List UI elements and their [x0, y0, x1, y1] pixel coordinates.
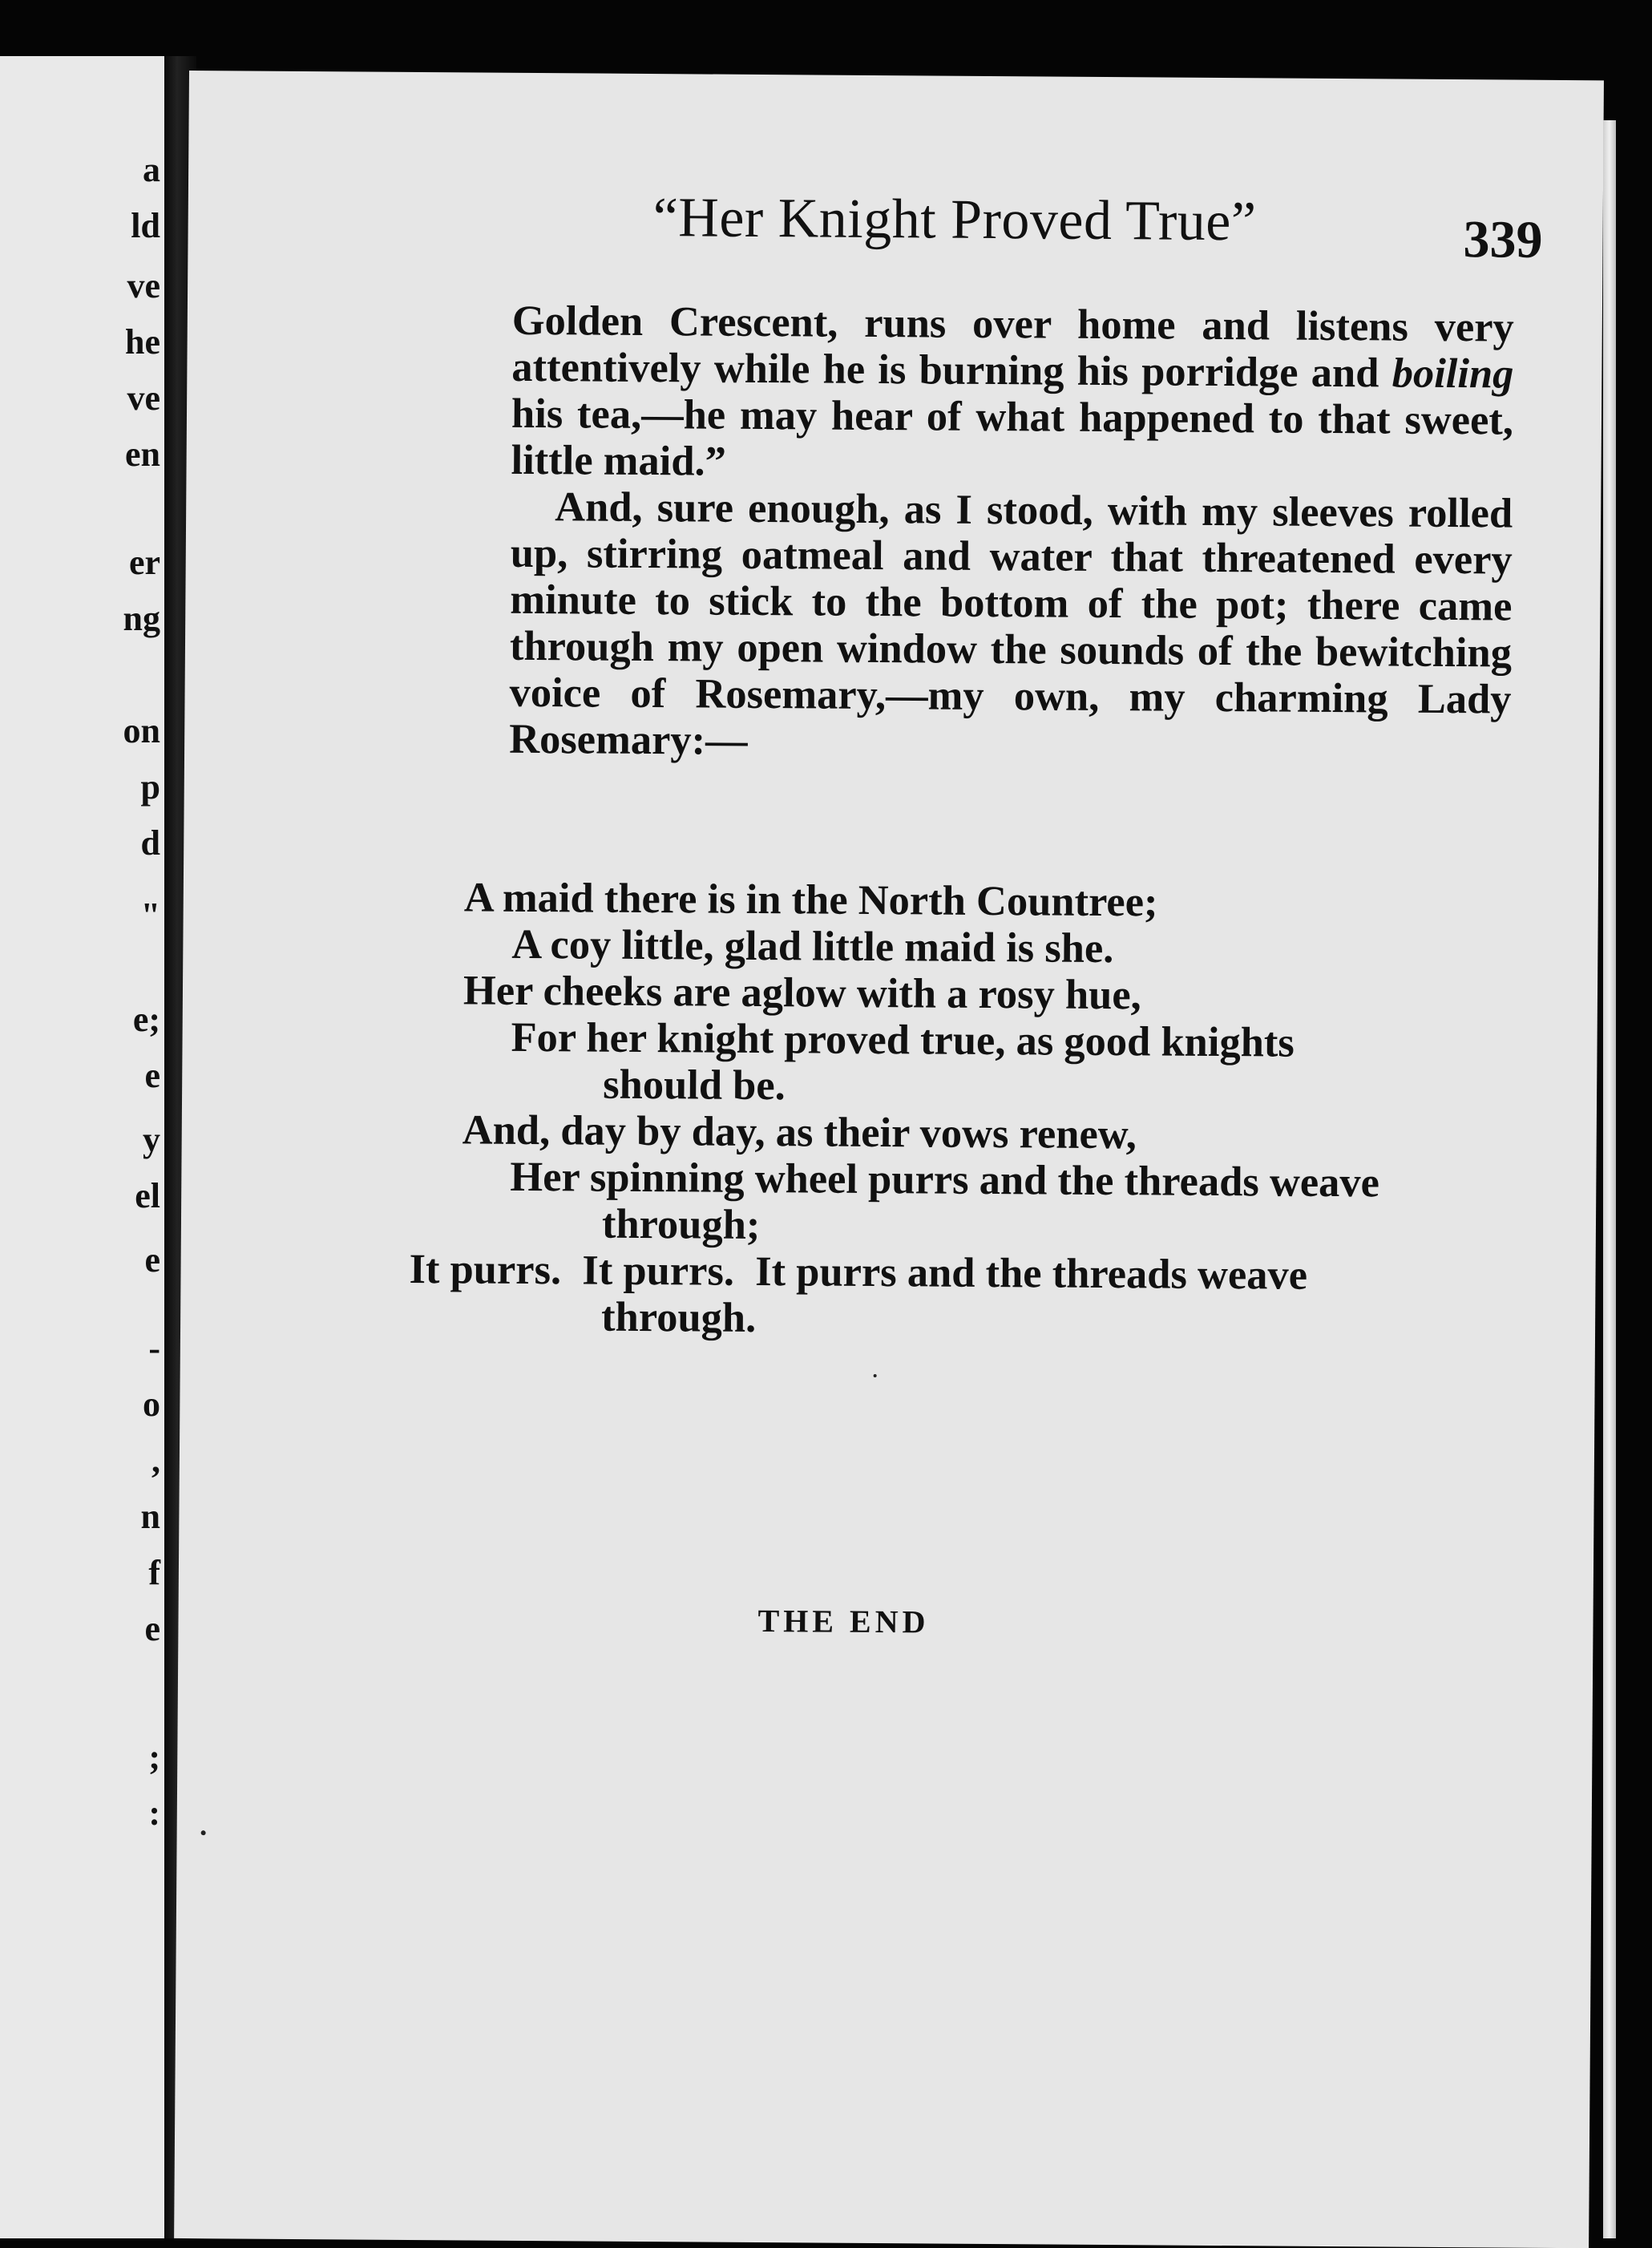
paragraph-text: his tea,—he may hear of what happened to that sweet, little maid.”	[511, 390, 1514, 485]
page-number: 339	[1463, 210, 1543, 269]
poem-line: through;	[601, 1200, 761, 1249]
facing-page-text-fragment: ,	[151, 1441, 160, 1480]
facing-page-text-fragment: d	[140, 823, 160, 863]
facing-page-fragment	[0, 56, 164, 2238]
poem-line: should be.	[602, 1061, 786, 1110]
page-edge	[1603, 120, 1616, 2238]
poem-line: For her knight proved true, as good knights	[511, 1013, 1295, 1066]
poem-line: It purrs. It purrs. It purrs and the threads weave	[409, 1245, 1308, 1299]
facing-page-text-fragment: y	[143, 1120, 160, 1159]
the-end: THE END	[757, 1603, 930, 1640]
poem-line: A coy little, glad little maid is she.	[511, 920, 1114, 972]
page-header	[652, 186, 1543, 281]
poem-line: Her cheeks are aglow with a rosy hue,	[462, 967, 1141, 1019]
facing-page-text-fragment: e	[144, 1056, 160, 1095]
facing-page-text-fragment: e	[144, 1609, 160, 1648]
facing-page-text-fragment: :	[148, 1793, 160, 1833]
facing-page-text-fragment: n	[140, 1497, 160, 1536]
paper-speck	[874, 1374, 877, 1377]
facing-page-text-fragment: e;	[132, 1000, 160, 1039]
prose-body	[509, 297, 1514, 770]
facing-page-text-fragment: he	[125, 322, 160, 362]
facing-page-text-fragment: en	[125, 435, 160, 474]
facing-page-text-fragment: -	[148, 1328, 160, 1368]
paragraph: And, sure enough, as I stood, with my sleeves rolled up, stirring oatmeal and water that threatened every minute to stick to the bottom of the pot; there came through my open window the sounds of the bewitching voice of Rosemary,—my own, my charming Lady Rosemary:—	[508, 483, 1513, 764]
paragraph	[511, 297, 1514, 491]
facing-page-text-fragment: el	[135, 1176, 160, 1215]
facing-page-text-fragment: "	[140, 896, 160, 935]
facing-page-text-fragment: er	[128, 543, 160, 582]
paper-speck	[201, 1830, 206, 1835]
poem-line: A maid there is in the North Countree;	[463, 874, 1158, 926]
facing-page-text-fragment: p	[140, 767, 160, 807]
facing-page-text-fragment: o	[143, 1385, 160, 1424]
poem-line: through.	[600, 1293, 757, 1341]
facing-page-text-fragment: ;	[148, 1737, 160, 1777]
facing-page-text-fragment: e	[144, 1240, 160, 1280]
poem	[409, 874, 1522, 1346]
book-page	[174, 71, 1604, 2248]
facing-page-text-fragment: ld	[131, 206, 160, 245]
paragraph-text: Golden Crescent, runs over home and listens very attentively while he is burning his porridge and	[511, 297, 1515, 397]
running-head: “Her Knight Proved True”	[652, 187, 1257, 253]
poem-line: And, day by day, as their vows renew,	[462, 1106, 1137, 1158]
poem-line: Her spinning wheel purrs and the threads weave	[510, 1153, 1380, 1207]
facing-page-text-fragment: on	[123, 711, 160, 750]
italic-word: boiling	[1391, 350, 1514, 398]
facing-page-text-fragment: a	[143, 150, 160, 189]
facing-page-text-fragment: f	[148, 1553, 160, 1592]
facing-page-text-fragment: ve	[127, 378, 160, 418]
facing-page-text-fragment: ve	[127, 266, 160, 305]
facing-page-text-fragment: ng	[123, 599, 160, 638]
